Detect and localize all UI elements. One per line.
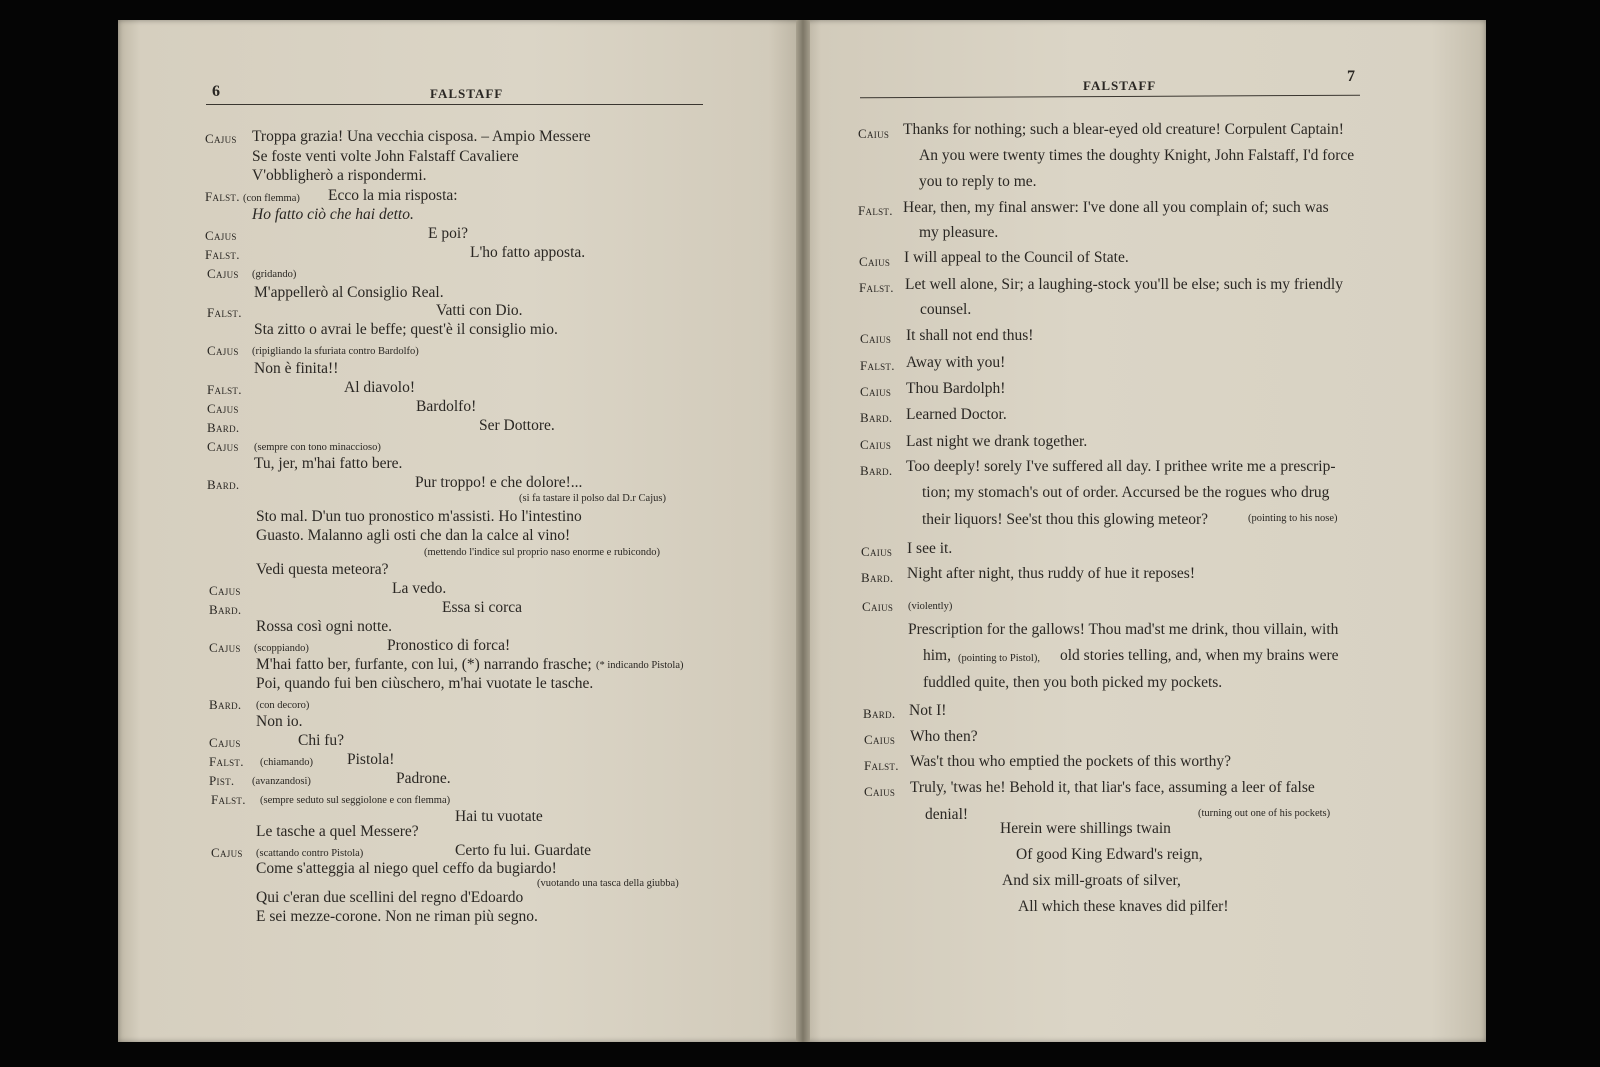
speaker: Bard. bbox=[861, 570, 894, 585]
prose-line: their liquors! See'st thou this glowing meteor? bbox=[922, 511, 1209, 528]
speaker: Caius bbox=[860, 384, 892, 399]
speaker: Cajus bbox=[211, 845, 243, 860]
prose-line: Truly, 'twas he! Behold it, that liar's face, assuming a leer of false bbox=[910, 779, 1315, 796]
verse-line: Tu, jer, m'hai fatto bere. bbox=[254, 455, 403, 472]
stage-direction: (con flemma) bbox=[243, 193, 300, 204]
verse-line: Pistola! bbox=[347, 751, 395, 768]
prose-line: Was't thou who emptied the pockets of this worthy? bbox=[910, 753, 1231, 770]
verse-line: Rossa così ogni notte. bbox=[256, 618, 393, 635]
speaker: Cajus bbox=[205, 228, 237, 243]
verse-line: Al diavolo! bbox=[344, 379, 416, 396]
verse-line: Se foste venti volte John Falstaff Cavaliere bbox=[252, 148, 519, 165]
speaker: Cajus bbox=[207, 266, 239, 281]
stage-direction: (avanzandosi) bbox=[252, 776, 311, 787]
page-number: 7 bbox=[1347, 68, 1355, 85]
stage-direction: (violently) bbox=[908, 601, 953, 612]
prose-line: Learned Doctor. bbox=[906, 406, 1007, 423]
prose-line: Thou Bardolph! bbox=[906, 380, 1006, 397]
stage-direction: (ripigliando la sfuriata contro Bardolfo) bbox=[252, 346, 419, 357]
verse-line: E poi? bbox=[428, 225, 469, 242]
prose-line: you to reply to me. bbox=[919, 173, 1037, 190]
speaker: Bard. bbox=[860, 410, 893, 425]
prose-line: I will appeal to the Council of State. bbox=[904, 249, 1129, 266]
verse-line: L'ho fatto apposta. bbox=[470, 244, 586, 261]
prose-line: Away with you! bbox=[906, 354, 1006, 371]
verse-line: Hai tu vuotate bbox=[455, 808, 543, 825]
stage-direction: (con decoro) bbox=[256, 700, 310, 711]
speaker: Falst. bbox=[205, 189, 240, 204]
speaker: Bard. bbox=[209, 697, 242, 712]
verse-line: Le tasche a quel Messere? bbox=[256, 823, 419, 840]
verse-line: Non io. bbox=[256, 713, 303, 730]
speaker: Cajus bbox=[209, 735, 241, 750]
prose-line: fuddled quite, then you both picked my pockets. bbox=[923, 674, 1223, 691]
verse-line: Ho fatto ciò che hai detto. bbox=[252, 206, 414, 223]
prose-line: Too deeply! sorely I've suffered all day. I prithee write me a prescrip- bbox=[906, 458, 1336, 475]
verse-line: Pur troppo! e che dolore!... bbox=[415, 474, 583, 491]
stage-direction: (sempre seduto sul seggiolone e con flemma) bbox=[260, 795, 451, 806]
verse-line: Come s'atteggia al niego quel ceffo da bugiardo! bbox=[256, 860, 557, 877]
prose-line: counsel. bbox=[920, 301, 972, 318]
speaker: Caius bbox=[860, 331, 892, 346]
verse-line: Qui c'eran due scellini del regno d'Edoardo bbox=[256, 889, 524, 906]
stage-direction: (sempre con tono minaccioso) bbox=[254, 442, 381, 453]
prose-line: An you were twenty times the doughty Knight, John Falstaff, I'd force bbox=[919, 147, 1355, 164]
stage-direction: (pointing to Pistol), bbox=[958, 653, 1040, 664]
prose-line: denial! bbox=[925, 806, 969, 823]
stage-direction: (* indicando Pistola) bbox=[596, 660, 684, 671]
verse-line: Ecco la mia risposta: bbox=[328, 187, 458, 204]
stage-direction: (scattando contro Pistola) bbox=[256, 848, 364, 859]
verse-line: Pronostico di forca! bbox=[387, 637, 511, 654]
speaker: Cajus bbox=[209, 640, 241, 655]
stage-direction: (vuotando una tasca della giubba) bbox=[537, 878, 679, 889]
verse-line: Ser Dottore. bbox=[479, 417, 555, 434]
verse-line: M'hai fatto ber, furfante, con lui, (*) narrando frasche; bbox=[256, 656, 592, 673]
speaker: Falst. bbox=[207, 305, 242, 320]
speaker: Caius bbox=[860, 437, 892, 452]
speaker: Falst. bbox=[211, 792, 246, 807]
speaker: Bard. bbox=[860, 463, 893, 478]
verse-line: Chi fu? bbox=[298, 732, 345, 749]
verse-line: V'obbligherò a rispondermi. bbox=[252, 167, 427, 184]
prose-line: tion; my stomach's out of order. Accursed be the rogues who drug bbox=[922, 484, 1330, 501]
verse-line: And six mill-groats of silver, bbox=[1002, 872, 1181, 889]
speaker: Cajus bbox=[209, 583, 241, 598]
verse-line: Guasto. Malanno agli osti che dan la calce al vino! bbox=[256, 527, 571, 544]
prose-line: Night after night, thus ruddy of hue it reposes! bbox=[907, 565, 1195, 582]
speaker: Caius bbox=[861, 544, 893, 559]
stage-direction: (pointing to his nose) bbox=[1248, 513, 1338, 524]
header-rule bbox=[206, 104, 703, 105]
page-number: 6 bbox=[212, 83, 220, 100]
speaker: Cajus bbox=[205, 131, 237, 146]
verse-line: Poi, quando fui ben ciùschero, m'hai vuotate le tasche. bbox=[256, 675, 594, 692]
speaker: Bard. bbox=[207, 420, 240, 435]
speaker: Caius bbox=[862, 599, 894, 614]
prose-line: I see it. bbox=[907, 540, 953, 557]
verse-line: Sto mal. D'un tuo pronostico m'assisti. Ho l'intestino bbox=[256, 508, 582, 525]
prose-line: Let well alone, Sir; a laughing-stock you'll be else; such is my friendly bbox=[905, 276, 1343, 293]
prose-line: Who then? bbox=[910, 728, 978, 745]
prose-line: Prescription for the gallows! Thou mad'st me drink, thou villain, with bbox=[908, 621, 1339, 638]
prose-line: Hear, then, my final answer: I've done all you complain of; such was bbox=[903, 199, 1329, 216]
verse-line: Certo fu lui. Guardate bbox=[455, 842, 592, 859]
prose-line: Last night we drank together. bbox=[906, 433, 1088, 450]
speaker: Cajus bbox=[207, 401, 239, 416]
book-gutter bbox=[796, 20, 810, 1042]
running-header: FALSTAFF bbox=[430, 86, 504, 101]
speaker: Bard. bbox=[207, 477, 240, 492]
verse-line: Troppa grazia! Una vecchia cisposa. – Ampio Messere bbox=[252, 128, 591, 145]
speaker: Caius bbox=[864, 732, 896, 747]
speaker: Caius bbox=[858, 126, 890, 141]
stage-direction: (turning out one of his pockets) bbox=[1198, 808, 1331, 819]
stage-direction: (si fa tastare il polso dal D.r Cajus) bbox=[519, 493, 666, 504]
speaker: Falst. bbox=[207, 382, 242, 397]
speaker: Falst. bbox=[860, 358, 895, 373]
verse-line: Herein were shillings twain bbox=[1000, 820, 1171, 837]
stage-direction: (gridando) bbox=[252, 269, 297, 280]
verse-line: Of good King Edward's reign, bbox=[1016, 846, 1203, 863]
stage-direction: (chiamando) bbox=[260, 757, 314, 768]
verse-line: Essa si corca bbox=[442, 599, 523, 616]
prose-line: him, bbox=[923, 647, 951, 664]
speaker: Falst. bbox=[209, 754, 244, 769]
verse-line: Bardolfo! bbox=[416, 398, 477, 415]
prose-line: my pleasure. bbox=[919, 224, 999, 241]
speaker: Falst. bbox=[859, 280, 894, 295]
verse-line: Vatti con Dio. bbox=[436, 302, 523, 319]
prose-line: Thanks for nothing; such a blear-eyed old creature! Corpulent Captain! bbox=[903, 121, 1344, 138]
speaker: Cajus bbox=[207, 439, 239, 454]
speaker: Bard. bbox=[863, 706, 896, 721]
speaker: Falst. bbox=[205, 247, 240, 262]
running-header: FALSTAFF bbox=[1083, 78, 1157, 93]
speaker: Bard. bbox=[209, 602, 242, 617]
speaker: Falst. bbox=[864, 758, 899, 773]
verse-line: All which these knaves did pilfer! bbox=[1018, 898, 1229, 915]
verse-line: Non è finita!! bbox=[254, 360, 339, 377]
prose-line: It shall not end thus! bbox=[906, 327, 1034, 344]
speaker: Cajus bbox=[207, 343, 239, 358]
speaker: Caius bbox=[864, 784, 896, 799]
verse-line: M'appellerò al Consiglio Real. bbox=[254, 284, 444, 301]
stage-direction: (mettendo l'indice sul proprio naso enorme e rubicondo) bbox=[424, 547, 661, 558]
verse-line: La vedo. bbox=[392, 580, 447, 597]
prose-line: old stories telling, and, when my brains were bbox=[1060, 647, 1339, 664]
speaker: Pist. bbox=[209, 773, 235, 788]
stage-direction: (scoppiando) bbox=[254, 643, 309, 654]
speaker: Caius bbox=[859, 254, 891, 269]
verse-line: Sta zitto o avrai le beffe; quest'è il consiglio mio. bbox=[254, 321, 558, 338]
verse-line: Vedi questa meteora? bbox=[256, 561, 389, 578]
verse-line: E sei mezze-corone. Non ne riman più segno. bbox=[256, 908, 538, 925]
speaker: Falst. bbox=[858, 203, 893, 218]
verse-line: Padrone. bbox=[396, 770, 451, 787]
prose-line: Not I! bbox=[909, 702, 947, 719]
